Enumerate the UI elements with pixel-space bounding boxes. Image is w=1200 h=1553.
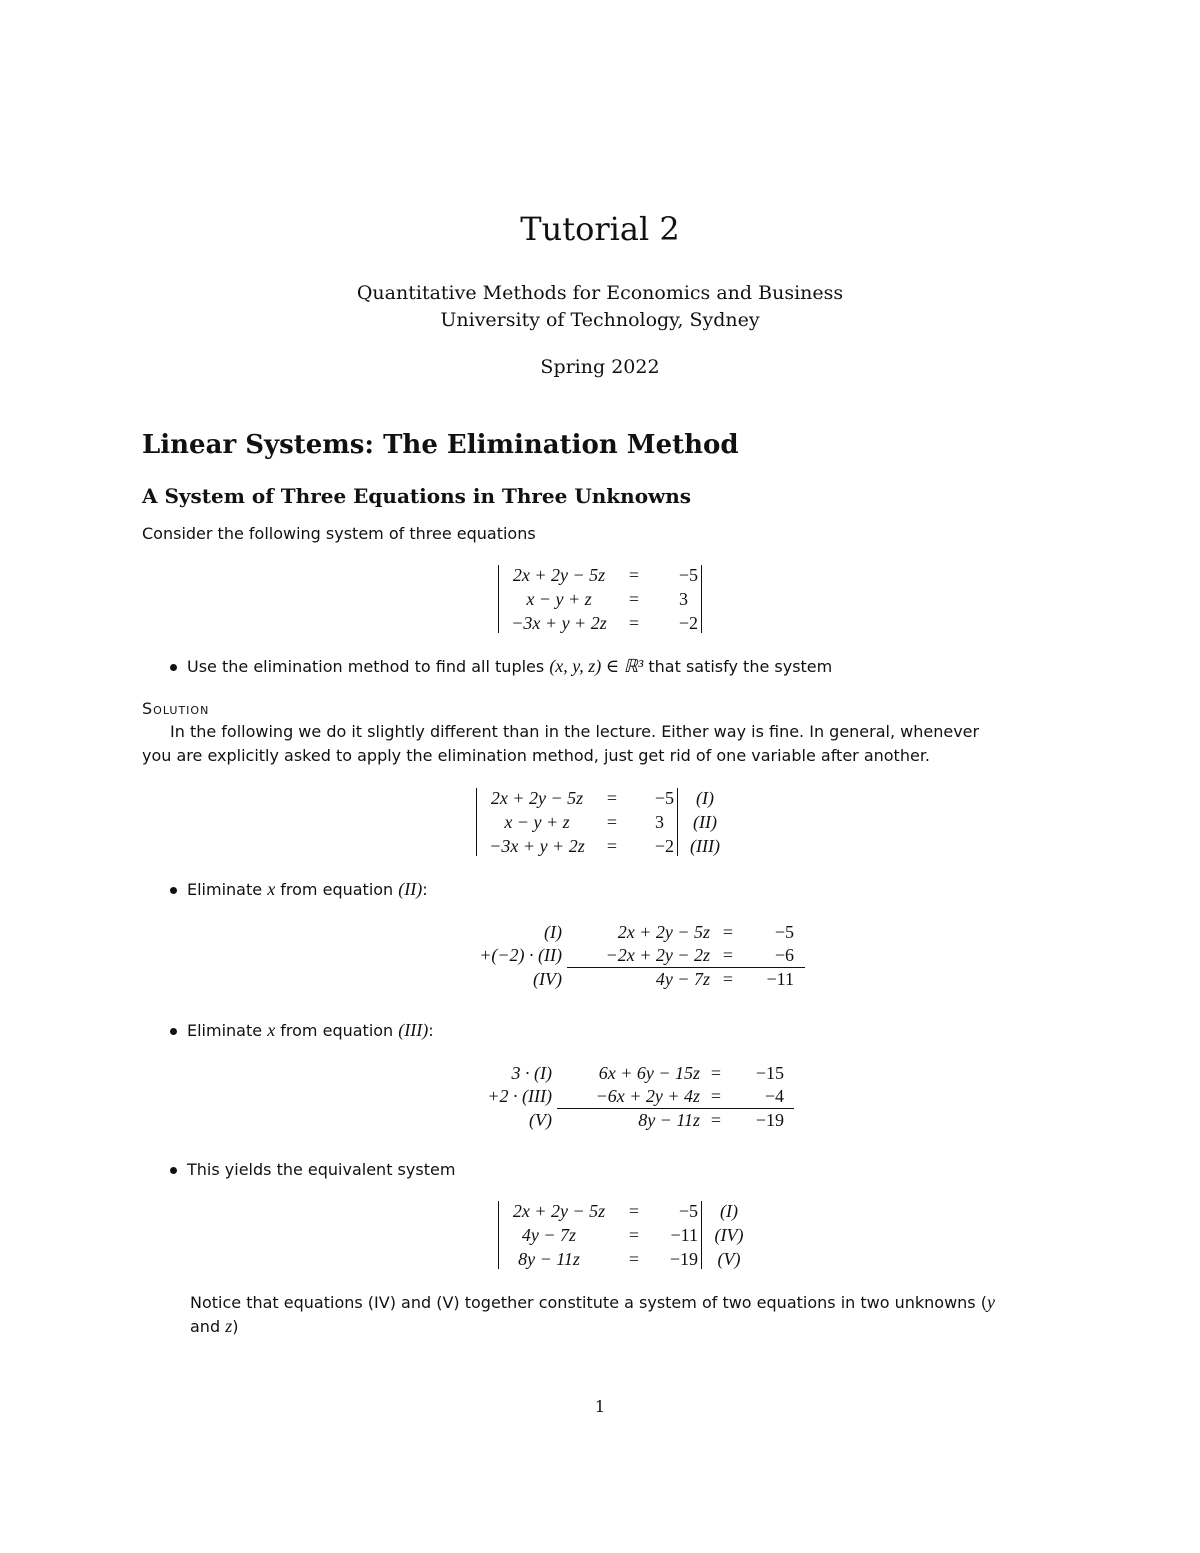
equals-sign: = [628,565,640,585]
elimination-step-2 [440,1061,800,1135]
system-of-equations-2 [474,786,734,858]
equals-sign: = [722,969,734,989]
equals-sign: = [628,613,640,633]
operation-label: 3 · (I) [511,1063,552,1083]
bullet-icon [170,887,177,894]
equation-rhs: −6 [774,945,794,965]
equals-sign: = [628,1249,640,1269]
equation-lhs: −3x + y + 2z [489,836,585,856]
left-bracket [498,565,499,633]
equation-lhs: 4y − 7z [655,969,710,989]
task-text: Use the elimination method to find all tuples [187,657,550,676]
equation-tag: (III) [690,836,720,856]
equation-tag: (V) [717,1249,741,1269]
note-text: Notice that equations (IV) and (V) together constitute a system of two equations in two unknowns ( [190,1293,987,1312]
equals-sign: = [606,812,618,832]
equation-lhs: x − y + z [504,812,570,832]
bullet-icon [170,1167,177,1174]
solution-line-2: you are explicitly asked to apply the elimination method, just get rid of one variable after another. [142,746,931,765]
intro-text: Consider the following system of three equations [142,524,536,543]
equation-rhs: −5 [774,922,794,942]
bullet-icon [170,1028,177,1035]
equals-sign: = [628,1225,640,1245]
equation-rhs: −15 [755,1063,784,1083]
left-bracket [498,1201,499,1269]
step1-text-mid: from equation [275,880,399,899]
subsection-heading: A System of Three Equations in Three Unknowns [142,484,692,508]
step3-text: This yields the equivalent system [187,1160,456,1179]
elimination-step-1 [440,920,810,994]
equals-sign: = [710,1110,722,1130]
equals-sign: = [628,1201,640,1221]
step2-text-mid: from equation [275,1021,399,1040]
equation-lhs: 4y − 7z [521,1225,577,1245]
step1-var: x [267,879,276,899]
equation-lhs: −6x + 2y + 4z [595,1086,700,1106]
equation-lhs: −3x + y + 2z [511,613,607,633]
equation-lhs: 6x + 6y − 15z [598,1063,700,1083]
equation-lhs: 8y − 11z [518,1249,580,1269]
right-bracket [677,788,678,856]
operation-label: (V) [529,1110,552,1130]
term: Spring 2022 [540,356,660,378]
sum-line [557,1108,794,1109]
equation-tag: (I) [696,788,714,808]
equation-rhs: 3 [655,812,664,832]
equivalent-system [496,1199,758,1271]
equation-lhs: 2x + 2y − 5z [490,788,584,808]
step1-text: Eliminate [187,880,268,899]
equals-sign: = [606,788,618,808]
note-text-end: ) [232,1317,239,1336]
note-line-1 [190,1292,995,1313]
step2-var: x [267,1020,276,1040]
left-bracket [476,788,477,856]
page-number: 1 [594,1397,606,1416]
section-heading: Linear Systems: The Elimination Method [142,430,739,460]
course-name: Quantitative Methods for Economics and Business [356,282,844,304]
step2-colon: : [428,1021,434,1040]
right-bracket [701,1201,702,1269]
operation-label: (IV) [533,969,562,989]
equation-rhs: −19 [669,1249,698,1269]
equation-lhs: x − y + z [526,589,592,609]
task-bullet [170,656,832,677]
note-var: z [225,1316,233,1336]
equation-lhs: 2x + 2y − 5z [512,1201,606,1221]
equation-rhs: −4 [764,1086,784,1106]
equals-sign: = [710,1086,722,1106]
solution-line-1: In the following we do it slightly different than in the lecture. Either way is fine. In general, whenever [170,722,980,741]
note-var: y [986,1292,995,1312]
equation-rhs: −5 [678,565,698,585]
equation-rhs: −5 [678,1201,698,1221]
equation-lhs: 2x + 2y − 5z [512,565,606,585]
note-line-2 [190,1316,238,1337]
right-bracket [701,565,702,633]
step2-bullet [170,1020,434,1041]
system-of-equations-1 [496,563,706,635]
equation-rhs: 3 [679,589,688,609]
equals-sign: = [628,589,640,609]
document-title: Tutorial 2 [520,210,680,248]
task-text-end: that satisfy the system [643,657,833,676]
equation-lhs: −2x + 2y − 2z [605,945,710,965]
equation-rhs: −2 [654,836,674,856]
operation-label: +2 · (III) [487,1086,552,1106]
task-math: (x, y, z) ∈ ℝ³ [549,656,644,676]
equation-rhs: −19 [755,1110,784,1130]
step3-bullet [170,1160,455,1179]
equals-sign: = [606,836,618,856]
step2-tag: (III) [398,1020,429,1040]
equals-sign: = [710,1063,722,1083]
equation-rhs: −11 [766,969,794,989]
operation-label: +(−2) · (II) [479,945,562,965]
sum-line [567,967,805,968]
solution-label: Solution [142,699,210,718]
operation-label: (I) [544,922,562,942]
step1-tag: (II) [398,879,423,899]
equals-sign: = [722,945,734,965]
university-name: University of Technology, Sydney [440,309,760,331]
equation-tag: (I) [720,1201,738,1221]
equation-rhs: −5 [654,788,674,808]
equals-sign: = [722,922,734,942]
step1-bullet [170,879,428,900]
bullet-icon [170,664,177,671]
equation-rhs: −11 [670,1225,698,1245]
note-text: and [190,1317,226,1336]
equation-tag: (IV) [714,1225,744,1245]
equation-tag: (II) [693,812,717,832]
step1-colon: : [422,880,428,899]
step2-text: Eliminate [187,1021,268,1040]
equation-rhs: −2 [678,613,698,633]
equation-lhs: 2x + 2y − 5z [617,922,710,942]
equation-lhs: 8y − 11z [638,1110,700,1130]
